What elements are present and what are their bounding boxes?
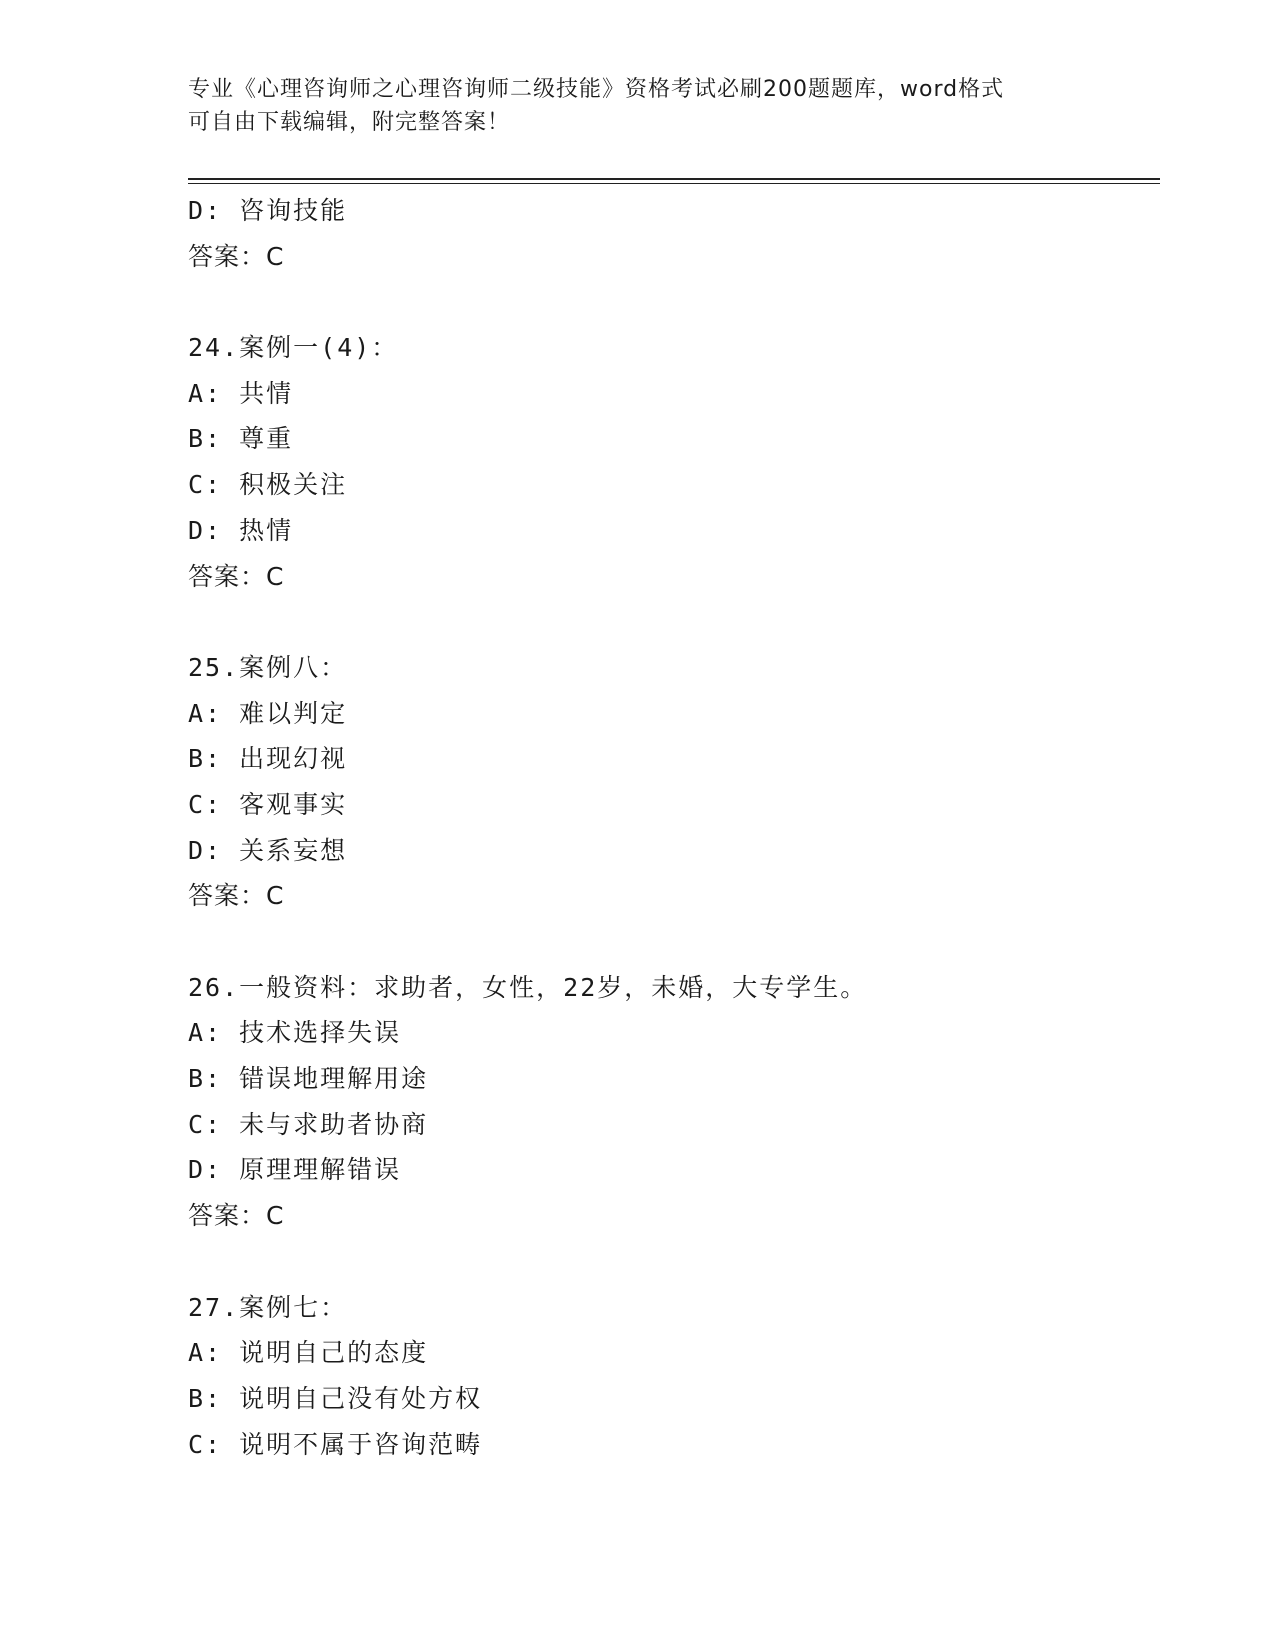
option-a: A: 共情 [188, 378, 294, 408]
spacer [188, 599, 1148, 645]
document-body [188, 188, 1148, 1467]
answer-line: 答案：C [188, 881, 285, 911]
answer-line: 答案：C [188, 561, 285, 591]
header-line-1: 专业《心理咨询师之心理咨询师二级技能》资格考试必刷200题题库，word格式 [188, 77, 1005, 102]
option-a: A: 说明自己的态度 [188, 1338, 429, 1368]
question-stem: 26.一般资料：求助者，女性，22岁，未婚，大专学生。 [188, 972, 868, 1002]
answer-line: 答案：C [188, 1201, 285, 1231]
page-header [188, 73, 1068, 139]
option-a: A: 难以判定 [188, 698, 348, 728]
option-c: C: 积极关注 [188, 470, 348, 500]
question-stem: 27.案例七： [188, 1292, 348, 1322]
question-stem: 24.案例一(4)： [188, 333, 399, 363]
question-24 [188, 325, 1148, 599]
option-b: B: 出现幻视 [188, 744, 348, 774]
option-d: D: 关系妄想 [188, 835, 348, 865]
spacer [188, 279, 1148, 325]
option-c: C: 未与求助者协商 [188, 1109, 429, 1139]
question-27 [188, 1285, 1148, 1468]
header-line-2: 可自由下载编辑，附完整答案！ [188, 110, 511, 135]
header-divider [188, 178, 1160, 184]
question-25 [188, 645, 1148, 919]
question-continuation [188, 188, 1148, 279]
option-a: A: 技术选择失误 [188, 1018, 402, 1048]
option-d: D: 原理理解错误 [188, 1155, 402, 1185]
option-c: C: 说明不属于咨询范畴 [188, 1429, 483, 1459]
option-b: B: 尊重 [188, 424, 294, 454]
spacer [188, 919, 1148, 965]
question-stem: 25.案例八： [188, 652, 348, 682]
question-26 [188, 965, 1148, 1239]
option-d: D: 热情 [188, 515, 294, 545]
answer-line: 答案：C [188, 241, 285, 271]
option-d: D: 咨询技能 [188, 196, 348, 225]
option-b: B: 错误地理解用途 [188, 1064, 429, 1094]
option-c: C: 客观事实 [188, 789, 348, 819]
option-b: B: 说明自己没有处方权 [188, 1383, 483, 1413]
spacer [188, 1239, 1148, 1285]
